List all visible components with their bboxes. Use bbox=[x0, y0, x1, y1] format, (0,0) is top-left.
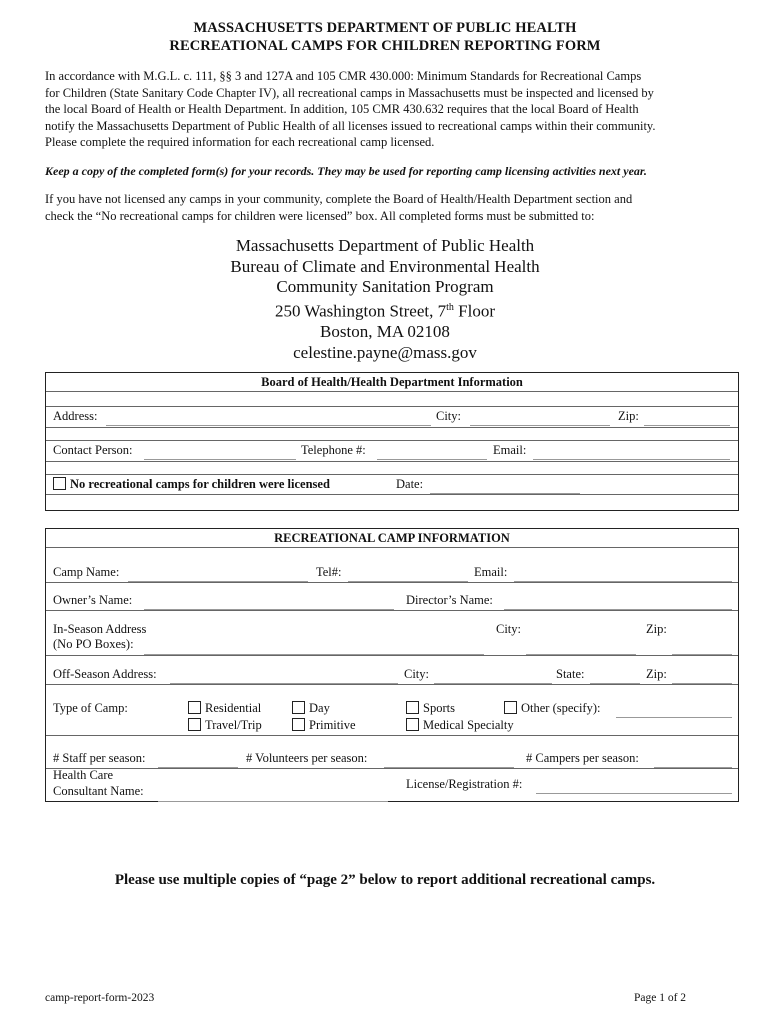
medical-checkbox[interactable] bbox=[406, 718, 419, 731]
mailing-street: 250 Washington Street, 7th Floor bbox=[274, 301, 495, 321]
inseason-city-label: City: bbox=[496, 622, 522, 636]
boh-zip-label: Zip: bbox=[618, 409, 639, 423]
owner-name-label: Owner’s Name: bbox=[53, 593, 133, 607]
boh-contact-label: Contact Person: bbox=[53, 443, 133, 457]
form-title-line1: MASSACHUSETTS DEPARTMENT OF PUBLIC HEALTH bbox=[193, 20, 577, 36]
no-camps-checkbox[interactable] bbox=[53, 477, 66, 490]
camp-info-section bbox=[45, 528, 739, 802]
other-specify-field[interactable] bbox=[616, 717, 732, 718]
type-primitive[interactable]: Primitive bbox=[292, 718, 356, 733]
day-checkbox[interactable] bbox=[292, 701, 305, 714]
health-consultant-label: Health Care Consultant Name: bbox=[53, 768, 144, 798]
form-title-line2: RECREATIONAL CAMPS FOR CHILDREN REPORTING FORM bbox=[169, 38, 601, 54]
footer-page-number: Page 1 of 2 bbox=[634, 992, 687, 1004]
boh-zip-field[interactable] bbox=[644, 425, 730, 426]
instruction-line: If you have not licensed any camps in your community, complete the Board of Health/Health Department section and bbox=[45, 192, 633, 206]
keep-copy-note: Keep a copy of the completed form(s) for your records. They may be used for reporting camp licensing activities next year. bbox=[45, 164, 647, 178]
director-name-label: Director’s Name: bbox=[406, 593, 493, 607]
boh-city-field[interactable] bbox=[470, 425, 610, 426]
boh-city-label: City: bbox=[436, 409, 462, 423]
offseason-address-label: Off-Season Address: bbox=[53, 667, 157, 681]
type-medical[interactable]: Medical Specialty bbox=[406, 718, 514, 733]
mailing-email[interactable]: celestine.payne@mass.gov bbox=[293, 343, 477, 363]
offseason-zip-label: Zip: bbox=[646, 667, 667, 681]
campers-label: # Campers per season: bbox=[526, 751, 639, 765]
intro-line: the local Board of Health or Health Department. In addition, 105 CMR 430.632 requires that the local Board of Health bbox=[45, 102, 639, 117]
mailing-dept: Massachusetts Department of Public Health bbox=[235, 236, 535, 255]
mailing-bureau: Bureau of Climate and Environmental Health bbox=[230, 256, 540, 276]
travel-checkbox[interactable] bbox=[188, 718, 201, 731]
type-residential[interactable]: Residential bbox=[188, 701, 261, 716]
intro-line: for Children (State Sanitary Code Chapter IV), all recreational camps in Massachusetts must be inspected and licensed by bbox=[45, 85, 654, 100]
boh-email-label: Email: bbox=[493, 443, 527, 457]
license-field[interactable] bbox=[536, 793, 732, 794]
intro-paragraph bbox=[45, 68, 735, 151]
boh-address-field[interactable] bbox=[106, 425, 431, 426]
boh-heading: Board of Health/Health Department Information bbox=[261, 375, 523, 389]
camp-email-label: Email: bbox=[474, 565, 508, 579]
volunteers-label: # Volunteers per season: bbox=[246, 751, 368, 765]
type-other[interactable]: Other (specify): bbox=[504, 701, 600, 716]
footer-form-id: camp-report-form-2023 bbox=[45, 992, 155, 1004]
camp-heading: RECREATIONAL CAMP INFORMATION bbox=[274, 531, 510, 545]
other-checkbox[interactable] bbox=[504, 701, 517, 714]
type-day[interactable]: Day bbox=[292, 701, 330, 716]
inseason-zip-label: Zip: bbox=[646, 622, 667, 636]
intro-line: notify the Massachusetts Department of Public Health of all licenses issued to recreational camps within their community. bbox=[45, 118, 656, 133]
license-label: License/Registration #: bbox=[406, 777, 523, 791]
camp-type-label: Type of Camp: bbox=[53, 701, 128, 715]
instruction-line: check the “No recreational camps for children were licensed” box. All completed forms must be submitted to: bbox=[45, 208, 595, 223]
no-camps-label: No recreational camps for children were licensed bbox=[70, 477, 330, 491]
boh-email-field[interactable] bbox=[533, 459, 730, 460]
boh-address-label: Address: bbox=[53, 409, 98, 423]
type-travel[interactable]: Travel/Trip bbox=[188, 718, 262, 733]
health-consultant-field[interactable] bbox=[158, 801, 388, 802]
offseason-city-label: City: bbox=[404, 667, 430, 681]
boh-telephone-label: Telephone #: bbox=[301, 443, 366, 457]
offseason-state-label: State: bbox=[556, 667, 585, 681]
no-camps-checkbox-row[interactable] bbox=[53, 477, 330, 492]
boh-date-label: Date: bbox=[396, 477, 424, 491]
camp-name-label: Camp Name: bbox=[53, 565, 120, 579]
boh-contact-field[interactable] bbox=[144, 459, 296, 460]
multiple-copies-note: Please use multiple copies of “page 2” below to report additional recreational camps. bbox=[114, 872, 656, 888]
inseason-address-label: In-Season Address (No PO Boxes): bbox=[53, 622, 147, 651]
no-license-instructions bbox=[45, 191, 735, 224]
camp-tel-label: Tel#: bbox=[316, 565, 342, 579]
primitive-checkbox[interactable] bbox=[292, 718, 305, 731]
boh-telephone-field[interactable] bbox=[377, 459, 487, 460]
intro-line: In accordance with M.G.L. c. 111, §§ 3 and 127A and 105 CMR 430.000: Minimum Standards for Recreational Camps bbox=[45, 69, 642, 83]
type-sports[interactable]: Sports bbox=[406, 701, 455, 716]
residential-checkbox[interactable] bbox=[188, 701, 201, 714]
staff-label: # Staff per season: bbox=[53, 751, 146, 765]
mailing-program: Community Sanitation Program bbox=[276, 277, 494, 297]
sports-checkbox[interactable] bbox=[406, 701, 419, 714]
mailing-city: Boston, MA 02108 bbox=[320, 322, 450, 342]
mailing-address bbox=[0, 236, 770, 364]
board-of-health-section bbox=[45, 372, 739, 511]
intro-line: Please complete the required information for each recreational camp licensed. bbox=[45, 135, 435, 150]
